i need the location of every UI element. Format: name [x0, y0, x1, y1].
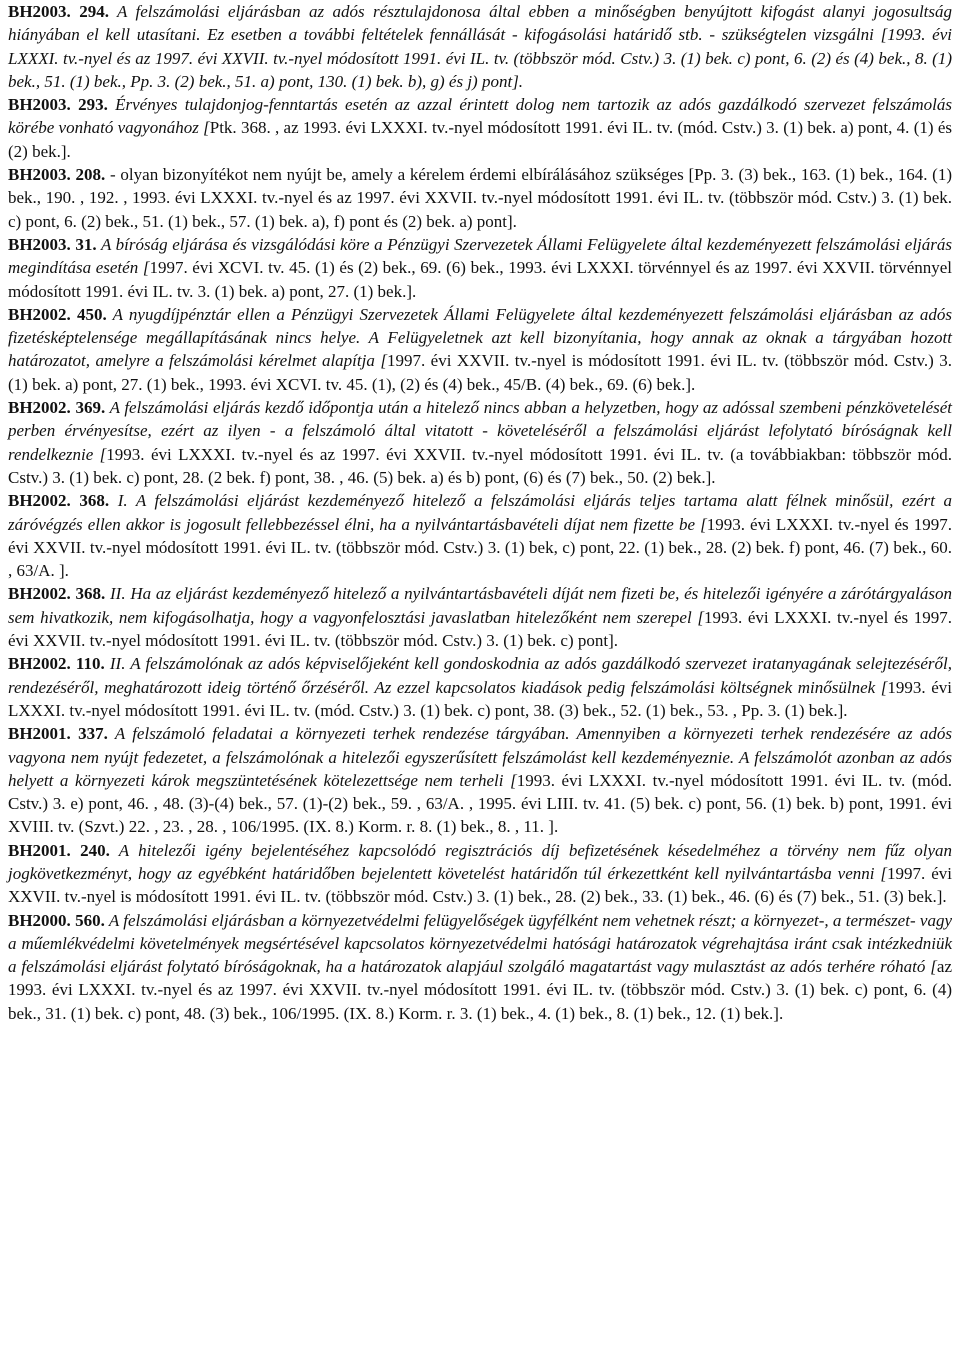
citation-statutes: 1993. évi LXXXI. tv.-nyel és 1997. évi XXVII. tv.-nyel módosított 1991. évi IL. tv. (többször mód. Cstv.) 3. (1) bek. c) pont]. — [8, 607, 953, 651]
citation-statutes: 1993. évi LXXXI. tv.-nyel és az 1997. évi XXVII. tv.-nyel módosított 1991. évi IL. tv. (a továbbiakban: többször mód. Cstv.) 3. (1) bek. c) pont, 28. (2 bek. f) pont, 38. , 46. (5) bek. a) és b) pont, (6) és (7) bek., 50. (2) bek.]. — [8, 444, 952, 487]
citation-summary: A bíróság eljárása és vizsgálódási köre a Pénzügyi Szervezetek Állami Felügyelete által kezdeményezett felszámolási eljárás megindítása esetén [ — [8, 234, 952, 278]
citation-summary: Érvényes tulajdonjog-fenntartás esetén az azzal érintett dolog nem tartozik az adós gazdálkodó szervezet felszámolás körébe vonható vagyonához [ — [8, 95, 952, 138]
citation-reference: BH2003. 293. — [8, 95, 108, 115]
citation-statutes: 1997. évi XCVI. tv. 45. (1) és (2) bek., 69. (6) bek., 1993. évi LXXXI. törvénnyel és az 1997. évi XXVII. törvénnyel módosított 1991. évi IL. tv. 3. (1) bek. a) pont, 27. (1) bek.]. — [8, 258, 953, 301]
citation-statutes: 1993. évi LXXXI. tv.-nyel és 1997. évi XXVII. tv.-nyel módosított 1991. évi IL. tv. (többször mód. Cstv.) 3. (1) bek, c) pont, 22. (1) bek., 28. (2) bek. f) pont, 46. (7) bek., 60. , 63/A. ]. — [8, 514, 953, 581]
citation-statutes: Ptk. 368. , az 1993. évi LXXXI. tv.-nyel módosított 1991. évi IL. tv. (mód. Cstv.) 3. (1) bek. a) pont, 4. (1) és (2) bek.]. — [8, 118, 953, 161]
citation-entry — [8, 163, 952, 233]
citation-statutes: 1997. évi XXVII. tv.-nyel is módosított 1991. évi IL. tv. (többször mód. Cstv.) 3. (1) bek. a) pont, 27. (1) bek., 1993. évi XCVI. tv. 45. (1), (2) és (4) bek., 45/B. (4) bek., 69. (6) bek.]. — [8, 351, 952, 394]
citation-summary: II. A felszámolónak az adós képviselőjeként kell gondoskodnia az adós gazdálkodó szervezet iratanyagának selejtezéséről, rendezéséről, meghatározott ideig történő őrzéséről. Az ezzel kapcsolatos kiadások pedig felszámolási költségnek minősülnek [ — [8, 654, 953, 697]
citation-summary: II. Ha az eljárást kezdeményező hitelező a nyilvántartásbavételi díját nem fizeti be, és hitelezői igényére a zárótárgyaláson sem hivatkozik, nem kifogásolhatja, hogy a vagyonfelosztási javaslatban hitelezőként nem szerepel [ — [8, 584, 953, 627]
citation-entry — [8, 652, 952, 722]
citation-statutes: 1993. évi LXXXI. tv.-nyel módosított 1991. évi IL. tv. (mód. Cstv.) 3. e) pont, 46. , 48. (3)-(4) bek., 57. (1)-(2) bek., 59. , 63/A. , 1995. évi LIII. tv. 41. (5) bek. c) pont, 56. (1) bek. b) pont, 1991. évi XVIII. tv. (Szvt.) 22. , 23. , 28. , 106/1995. (IX. 8.) Korm. r. 8. (1) bek., 8. , 11. ]. — [8, 770, 952, 837]
citation-reference: BH2003. 31. — [8, 234, 97, 254]
citation-statutes: az 1993. évi LXXXI. tv.-nyel és az 1997. évi XXVII. tv.-nyel módosított 1991. évi IL. tv. (többször mód. Cstv.) 3. (1) bek. c) pont, 6. (4) bek., 31. (1) bek. c) pont, 48. (3) bek., 106/1995. (IX. 8.) Korm. r. 3. (1) bek., 4. (1) bek., 8. (1) bek., 12. (1) bek.]. — [8, 957, 952, 1023]
citation-entry — [8, 582, 952, 652]
citation-summary: A nyugdíjpénztár ellen a Pénzügyi Szervezetek Állami Felügyelete által kezdeményezett felszámolási eljárásban az adós fizetésképtelensége megállapításának nincs helye. A Felügyeletnek azt kell bizonyítania, hogy annak az oknak a tárgyában hozott határozatot, amelyre a felszámolási kérelmet alapítja [ — [8, 304, 953, 371]
citation-summary: A felszámolási eljárásban a környezetvédelmi felügyelőségek ügyfélként nem vehetnek részt; a környezet-, a természet- vagy a műemlékvédelmi követelmények megsértésével kapcsolatos környezetvédelmi hatósági határozatok végrehajtása iránt csak intézkedniük a felszámolási eljárást folytató bíróságoknak, ha a határozatok alapjául szolgáló magatartást vagy mulasztást az adós terhére róható [ — [8, 910, 953, 977]
citation-summary: A hitelezői igény bejelentéséhez kapcsolódó regisztrációs díj befizetésének késedelméhez a törvény nem fűz olyan jogkövetkezményt, hogy az egyébként határidőben bejelentett követelést határidőn túl érkezettként kell nyilvántartásba venni [ — [8, 840, 952, 883]
citation-reference: BH2002. 110. — [8, 654, 105, 674]
citation-summary: A felszámolási eljárásban az adós résztulajdonosa által ebben a minőségben benyújtott kifogást alanyi jogosultság hiányában el kell utasítani. Ez esetben a további feltételek fennállását - kifogásolási határidő stb. - szükségtelen vizsgálni [1993. évi LXXXI. tv.-nyel és az 1997. évi XXVII. tv.-nyel módosított 1991. évi IL. tv. (többször mód. Cstv.) 3. (1) bek. c) pont, 6. (2) és (4) bek., 8. (1) bek., 51. (1) bek., Pp. 3. (2) bek., 51. a) pont, 130. (1) bek. b), g) és j) pont]. — [8, 2, 953, 91]
citation-statutes: 1997. évi XXVII. tv.-nyel is módosított 1991. évi IL. tv. (többször mód. Cstv.) 3. (1) bek., 28. (2) bek., 33. (1) bek., 46. (6) és (7) bek., 51. (3) bek.]. — [8, 863, 952, 907]
citation-reference: BH2002. 368. — [8, 584, 106, 604]
citation-entry — [8, 233, 952, 303]
citation-entry — [8, 0, 952, 93]
citation-entry — [8, 303, 952, 396]
citation-entry — [8, 93, 952, 163]
citation-statutes: 1993. évi LXXXI. tv.-nyel módosított 1991. évi IL. tv. (mód. Cstv.) 3. (1) bek. c) pont, 38. (3) bek., 52. (1) bek., 53. , Pp. 3. (1) bek.]. — [8, 677, 952, 720]
citation-reference: BH2001. 240. — [8, 840, 110, 860]
citation-statutes: - olyan bizonyítékot nem nyújt be, amely a kérelem érdemi elbírálásához szükséges [Pp. 3. (3) bek., 163. (1) bek., 164. (1) bek., 190. , 192. , 1993. évi LXXXI. tv.-nyel és az 1997. évi XXVII. tv.-nyel módosított 1991. évi IL. tv. (többször mód. Cstv.) 3. (1) bek. c) pont, 6. (2) bek., 51. (1) bek., 57. (1) bek. a), f) pont és (2) bek. a) pont]. — [8, 165, 952, 231]
citation-entry — [8, 839, 952, 909]
citation-summary: I. A felszámolási eljárást kezdeményező hitelező a felszámolási eljárás teljes tartama alatt félnek minősül, ezért a záróvégzés ellen akkor is jogosult fellebbezéssel élni, ha a nyilvántartásbavételi díjat nem fizette be [ — [8, 491, 953, 534]
citation-reference: BH2003. 208. — [8, 165, 106, 185]
citation-entry — [8, 489, 952, 582]
citation-entry — [8, 396, 952, 489]
citation-summary: A felszámolási eljárás kezdő időpontja után a hitelező nincs abban a helyzetben, hogy az adóssal szembeni pénzkövetelését perben érvényesítse, ezért az ilyen - a felszámoló által vitatott - követeléséről a felszámolási eljárást lefolytató bíróságnak kell rendelkeznie [ — [8, 398, 952, 464]
citation-reference: BH2002. 450. — [8, 304, 107, 324]
citation-reference: BH2002. 369. — [8, 398, 106, 418]
citation-summary: A felszámoló feladatai a környezeti terhek rendezése tárgyában. Amennyiben a környezeti terhek rendezésére az adós vagyona nem nyújt fedezetet, a felszámolónak a hitelezői egyszerűsített felszámolást kell kezdeményeznie. A felszámolót azonban az adós helyett a környezeti károk megszüntetésének kötelezettsége nem terheli [ — [8, 724, 952, 790]
citation-reference: BH2003. 294. — [8, 2, 109, 21]
citation-reference: BH2002. 368. — [8, 491, 110, 511]
citation-entry — [8, 722, 952, 838]
citation-reference: BH2001. 337. — [8, 724, 108, 744]
citation-entry — [8, 909, 952, 1025]
citation-reference: BH2000. 560. — [8, 910, 105, 930]
